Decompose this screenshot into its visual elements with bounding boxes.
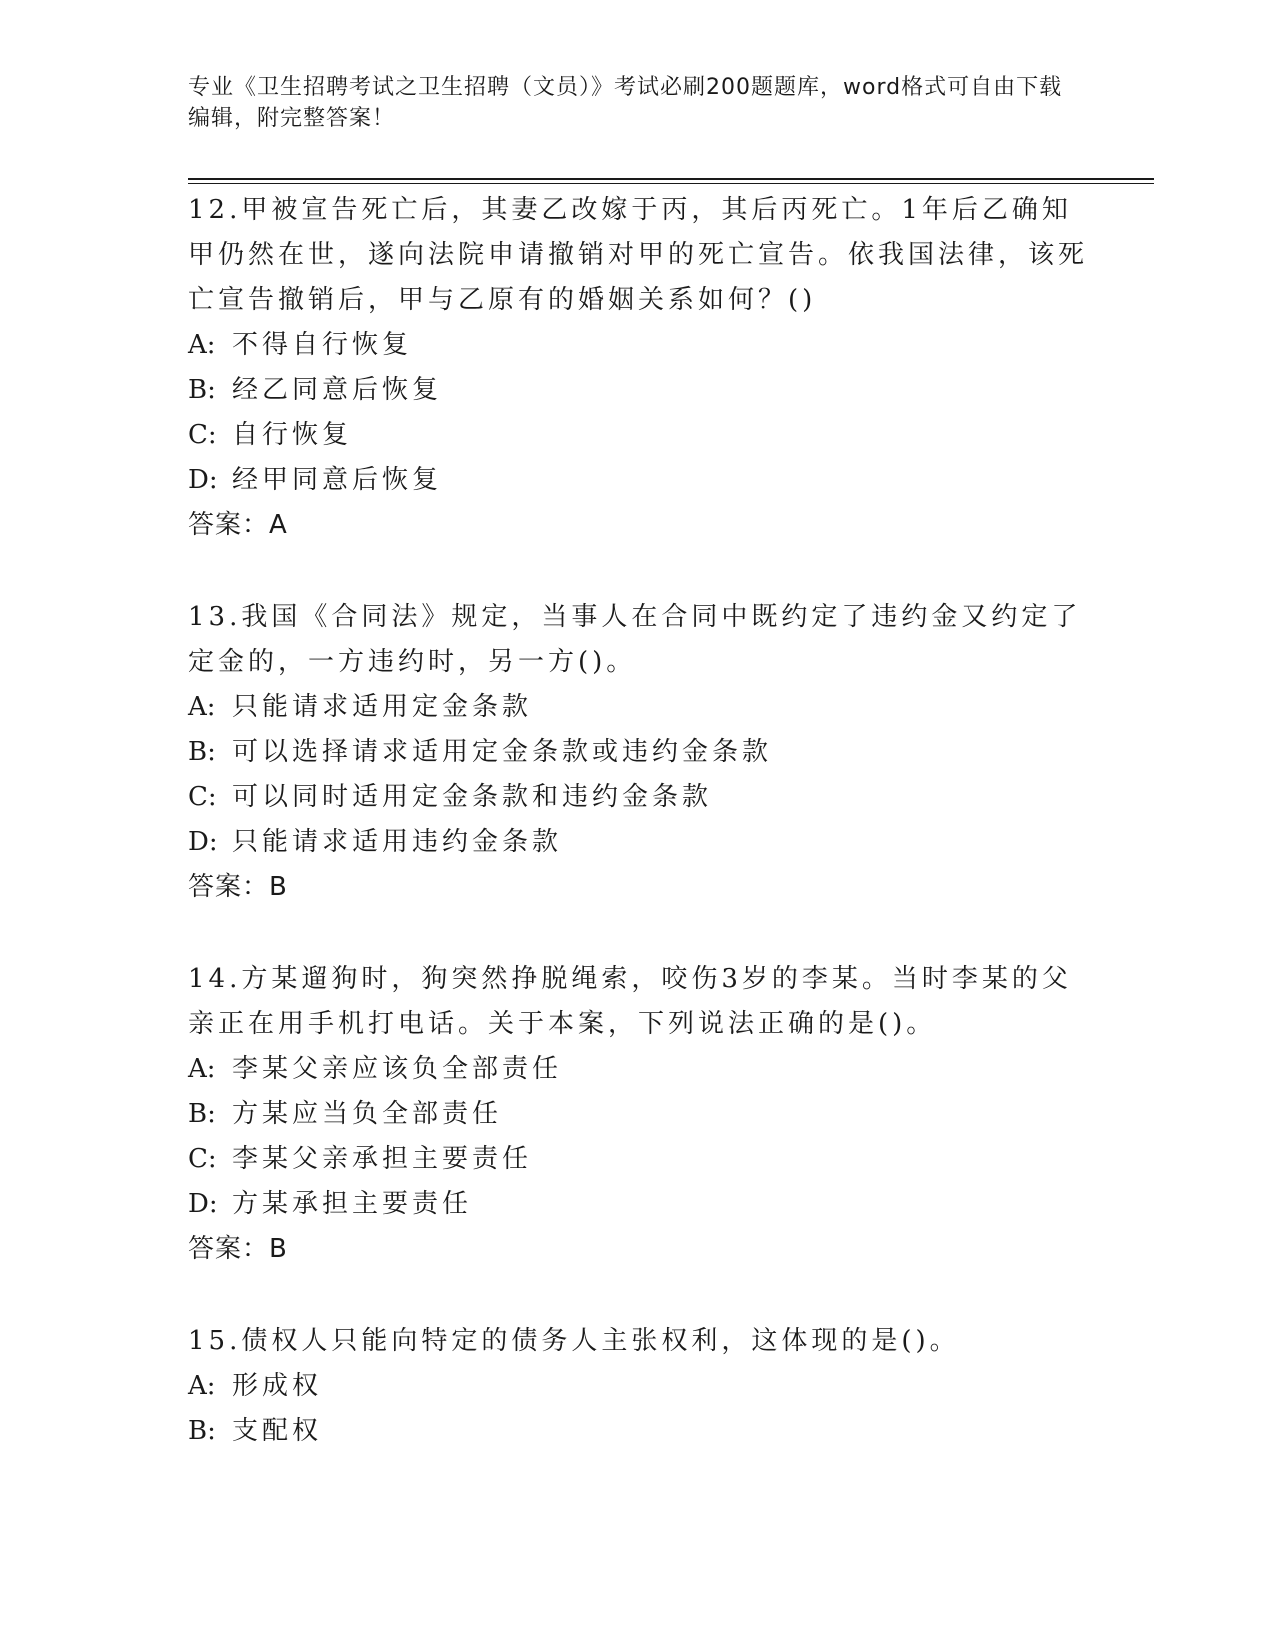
option-text: 经甲同意后恢复 <box>232 465 443 495</box>
option-letter: C: <box>188 1144 217 1174</box>
option-text: 自行恢复 <box>232 420 353 450</box>
option-c <box>188 775 1088 820</box>
option-d <box>188 1182 1088 1227</box>
option-text: 李某父亲承担主要责任 <box>232 1144 533 1174</box>
option-text: 只能请求适用定金条款 <box>232 692 533 722</box>
option-a <box>188 323 1088 368</box>
option-b <box>188 1409 1088 1454</box>
option-letter: A: <box>188 1054 216 1084</box>
answer-line: 答案：B <box>188 1234 288 1264</box>
option-letter: A: <box>188 692 216 722</box>
option-text: 经乙同意后恢复 <box>232 375 443 405</box>
option-text: 可以同时适用定金条款和违约金条款 <box>232 782 713 812</box>
question-list <box>188 188 1088 1454</box>
option-letter: B: <box>188 375 216 405</box>
option-letter: D: <box>188 827 218 857</box>
option-text: 形成权 <box>232 1371 323 1401</box>
option-d <box>188 458 1088 503</box>
question-stem: 13.我国《合同法》规定，当事人在合同中既约定了违约金又约定了定金的，一方违约时，另一方()。 <box>188 602 1082 677</box>
question-gap <box>188 548 1088 595</box>
option-c <box>188 1137 1088 1182</box>
option-c <box>188 413 1088 458</box>
question-13 <box>188 595 1088 910</box>
option-a <box>188 1364 1088 1409</box>
option-b <box>188 1092 1088 1137</box>
answer-line: 答案：B <box>188 872 288 902</box>
question-stem: 14.方某遛狗时，狗突然挣脱绳索，咬伤3岁的李某。当时李某的父亲正在用手机打电话。关于本案，下列说法正确的是()。 <box>188 964 1072 1039</box>
option-letter: B: <box>188 1416 216 1446</box>
option-text: 不得自行恢复 <box>232 330 413 360</box>
option-letter: D: <box>188 1189 218 1219</box>
option-d <box>188 820 1088 865</box>
question-gap <box>188 910 1088 957</box>
option-text: 支配权 <box>232 1416 323 1446</box>
document-header: 专业《卫生招聘考试之卫生招聘（文员）》考试必刷200题题库，word格式可自由下载编辑，附完整答案！ <box>188 75 1063 131</box>
option-letter: B: <box>188 1099 216 1129</box>
option-letter: A: <box>188 330 216 360</box>
question-12 <box>188 188 1088 548</box>
option-letter: B: <box>188 737 216 767</box>
option-text: 李某父亲应该负全部责任 <box>232 1054 563 1084</box>
question-14 <box>188 957 1088 1272</box>
option-text: 可以选择请求适用定金条款或违约金条款 <box>232 737 773 767</box>
option-text: 方某应当负全部责任 <box>232 1099 503 1129</box>
option-text: 只能请求适用违约金条款 <box>232 827 563 857</box>
header-divider-bottom <box>188 183 1154 184</box>
option-b <box>188 368 1088 413</box>
option-b <box>188 730 1088 775</box>
question-gap <box>188 1272 1088 1319</box>
option-text: 方某承担主要责任 <box>232 1189 473 1219</box>
question-stem: 15.债权人只能向特定的债务人主张权利，这体现的是()。 <box>188 1326 960 1356</box>
option-letter: C: <box>188 420 217 450</box>
header-divider-top <box>188 178 1154 180</box>
answer-line: 答案：A <box>188 510 288 540</box>
option-letter: A: <box>188 1371 216 1401</box>
option-a <box>188 1047 1088 1092</box>
question-15 <box>188 1319 1088 1454</box>
option-a <box>188 685 1088 730</box>
option-letter: D: <box>188 465 218 495</box>
question-stem: 12.甲被宣告死亡后，其妻乙改嫁于丙，其后丙死亡。1年后乙确知甲仍然在世，遂向法院申请撤销对甲的死亡宣告。依我国法律，该死亡宣告撤销后，甲与乙原有的婚姻关系如何？() <box>188 195 1089 315</box>
option-letter: C: <box>188 782 217 812</box>
